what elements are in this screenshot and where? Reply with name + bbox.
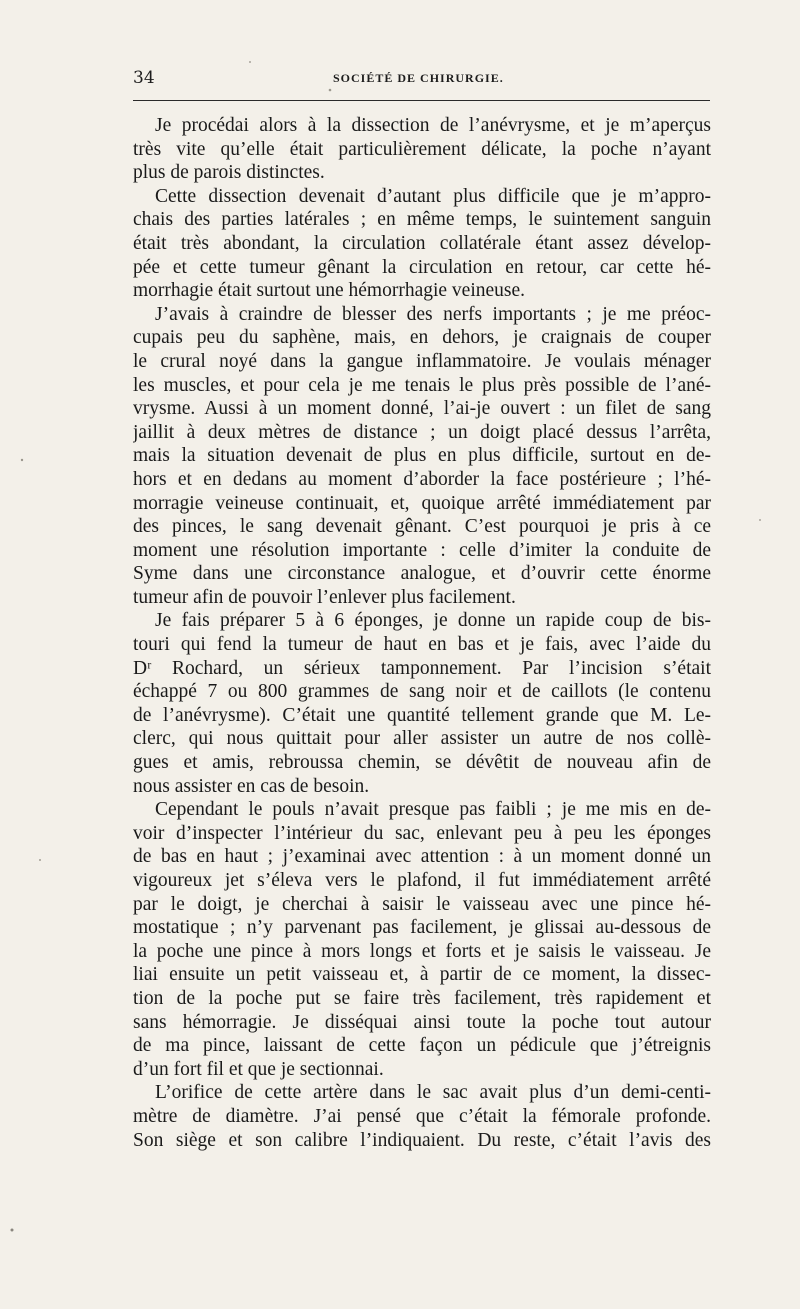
text-line: Cependant le pouls n’avait presque pas faibli ; je me mis en de- <box>155 799 711 821</box>
text-line: Je fais préparer 5 à 6 éponges, je donne un rapide coup de bis- <box>155 610 711 632</box>
text-line: L’orifice de cette artère dans le sac avait plus d’un demi-centi- <box>155 1082 711 1104</box>
text-line: J’avais à craindre de blesser des nerfs importants ; je me préoc- <box>155 303 711 325</box>
text-line: échappé 7 ou 800 grammes de sang noir et de caillots (le contenu <box>133 681 711 703</box>
text-line: Cette dissection devenait d’autant plus difficile que je m’appro- <box>155 185 711 207</box>
text-line: la poche une pince à mors longs et forts et je saisis le vaisseau. Je <box>133 940 711 962</box>
text-line: était très abondant, la circulation collatérale étant assez dévelop- <box>133 232 711 254</box>
header-rule <box>133 100 710 101</box>
text-line: des pinces, le sang devenait gênant. C’est pourquoi je pris à ce <box>133 516 711 538</box>
text-line: mètre de diamètre. J’ai pensé que c’était la fémorale profonde. <box>133 1105 711 1127</box>
text-line: moment une résolution importante : celle d’imiter la conduite de <box>133 539 711 561</box>
text-line: vrysme. Aussi à un moment donné, l’ai-je ouvert : un filet de sang <box>133 398 711 420</box>
text-line: plus de parois distinctes. <box>133 162 325 184</box>
text-line: de bas en haut ; j’examinai avec attention : à un moment donné un <box>133 846 711 868</box>
text-line: très vite qu’elle était particulièrement délicate, la poche n’ayant <box>133 138 711 160</box>
text-line: jaillit à deux mètres de distance ; un doigt placé dessus l’arrêta, <box>133 421 711 443</box>
text-line: chais des parties latérales ; en même temps, le suintement sanguin <box>133 209 711 231</box>
paragraph <box>133 609 711 798</box>
text-line: pée et cette tumeur gênant la circulation en retour, car cette hé- <box>133 256 711 278</box>
text-line: mais la situation devenait de plus en plus difficile, surtout en de- <box>133 445 711 467</box>
text-line: tion de la poche put se faire très facilement, très rapidement et <box>133 987 711 1009</box>
text-line: nous assister en cas de besoin. <box>133 775 370 797</box>
text-line: morrhagie était surtout une hémorrhagie veineuse. <box>133 280 526 302</box>
text-line: morragie veineuse continuait, et, quoique arrêté immédiatement par <box>133 492 711 514</box>
paragraph <box>133 1081 711 1152</box>
page-number: 34 <box>133 68 155 88</box>
text-line: voir d’inspecter l’intérieur du sac, enlevant peu à peu les éponges <box>133 822 711 844</box>
text-line: mostatique ; n’y parvenant pas facilement, je glissai au-dessous de <box>133 917 711 939</box>
text-line: Son siège et son calibre l’indiquaient. Du reste, c’était l’avis des <box>133 1129 711 1151</box>
text-line: Je procédai alors à la dissection de l’anévrysme, et je m’aperçus <box>155 115 711 136</box>
text-line: de l’anévrysme). C’était une quantité tellement grande que M. Le- <box>133 704 711 726</box>
text-line: de ma pince, laissant de cette façon un pédicule que j’étreignis <box>133 1035 711 1057</box>
paragraph <box>133 798 711 1081</box>
text-line: liai ensuite un petit vaisseau et, à partir de ce moment, la dissec- <box>133 964 711 986</box>
paragraph <box>133 303 711 610</box>
text-line: Dʳ Rochard, un sérieux tamponnement. Par l’incision s’était <box>133 657 711 679</box>
running-head: SOCIÉTÉ DE CHIRURGIE. <box>333 71 504 85</box>
text-line: vigoureux jet s’éleva vers le plafond, il fut immédiatement arrêté <box>133 870 711 891</box>
paragraph <box>133 185 711 303</box>
text-line: touri qui fend la tumeur de haut en bas et je fais, avec l’aide du <box>133 634 711 656</box>
text-line: clerc, qui nous quittait pour aller assister un autre de nos collè- <box>133 728 711 750</box>
text-line: tumeur afin de pouvoir l’enlever plus facilement. <box>133 586 516 608</box>
text-line: cupais peu du saphène, mais, en dehors, je craignais de couper <box>133 327 711 349</box>
text-line: hors et en dedans au moment d’aborder la face postérieure ; l’hé- <box>133 468 711 490</box>
text-line: Syme dans une circonstance analogue, et d’ouvrir cette énorme <box>133 563 711 585</box>
text-line: le crural noyé dans la gangue inflammatoire. Je voulais ménager <box>133 350 711 372</box>
text-line: gues et amis, rebroussa chemin, se dévêtit de nouveau afin de <box>133 752 711 774</box>
text-line: d’un fort fil et que je sectionnai. <box>133 1058 384 1080</box>
body-text <box>133 114 711 1152</box>
text-line: les muscles, et pour cela je me tenais le plus près possible de l’ané- <box>133 374 711 396</box>
page-header <box>133 68 710 90</box>
text-line: par le doigt, je cherchai à saisir le vaisseau avec une pince hé- <box>133 893 711 915</box>
paragraph <box>133 114 711 185</box>
text-line: sans hémorragie. Je disséquai ainsi toute la poche tout autour <box>133 1011 711 1033</box>
